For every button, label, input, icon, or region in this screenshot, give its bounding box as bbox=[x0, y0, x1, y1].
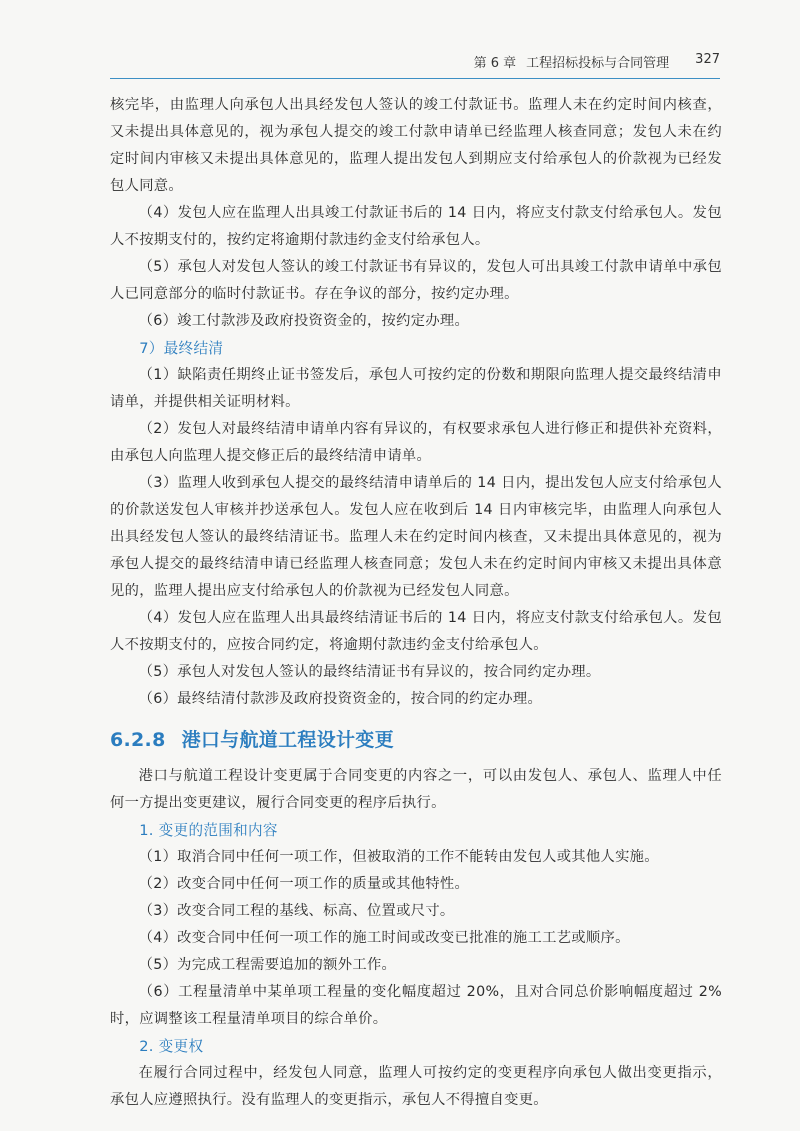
section-title: 港口与航道工程设计变更 bbox=[181, 729, 394, 751]
paragraph: （3）改变合同工程的基线、标高、位置或尺寸。 bbox=[138, 903, 455, 919]
running-header bbox=[110, 52, 720, 79]
paragraph: （6）最终结清付款涉及政府投资资金的，按合同的约定办理。 bbox=[138, 691, 543, 707]
paragraph: （5）为完成工程需要追加的额外工作。 bbox=[138, 957, 397, 973]
body-text bbox=[110, 92, 722, 1114]
paragraph: （6）竣工付款涉及政府投资资金的，按约定办理。 bbox=[138, 313, 470, 329]
paragraph: （1）取消合同中任何一项工作，但被取消的工作不能转由发包人或其他人实施。 bbox=[138, 849, 659, 865]
chapter-title: 工程招标投标与合同管理 bbox=[526, 56, 670, 71]
paragraph: 在履行合同过程中，经发包人同意，监理人可按约定的变更程序向承包人做出变更指示，承包人应遵照执行。没有监理人的变更指示，承包人不得擅自变更。 bbox=[110, 1065, 722, 1108]
paragraph: （4）发包人应在监理人出具竣工付款证书后的 14 日内，将应支付款支付给承包人。发包人不按期支付的，按约定将逾期付款违约金支付给承包人。 bbox=[110, 205, 722, 248]
paragraph: （2）发包人对最终结清申请单内容有异议的，有权要求承包人进行修正和提供补充资料，由承包人向监理人提交修正后的最终结清申请单。 bbox=[110, 421, 722, 464]
paragraph: （1）缺陷责任期终止证书签发后，承包人可按约定的份数和期限向监理人提交最终结清申请单，并提供相关证明材料。 bbox=[110, 367, 722, 410]
paragraph: （5）承包人对发包人签认的最终结清证书有异议的，按合同约定办理。 bbox=[138, 664, 601, 680]
subheading: 7）最终结清 bbox=[139, 340, 224, 357]
chapter-label: 第 6 章 bbox=[473, 56, 517, 71]
paragraph: （6）工程量清单中某单项工程量的变化幅度超过 20%，且对合同总价影响幅度超过 2% 时，应调整该工程量清单项目的综合单价。 bbox=[110, 984, 722, 1027]
paragraph: （5）承包人对发包人签认的竣工付款证书有异议的，发包人可出具竣工付款申请单中承包人已同意部分的临时付款证书。存在争议的部分，按约定办理。 bbox=[110, 259, 722, 302]
paragraph: 核完毕，由监理人向承包人出具经发包人签认的竣工付款证书。监理人未在约定时间内核查，又未提出具体意见的，视为承包人提交的竣工付款申请单已经监理人核查同意；发包人未在约定时间内审核又未提出具体意见的，监理人提出发包人到期应支付给承包人的价款视为已经发包人同意。 bbox=[110, 97, 722, 194]
section-heading bbox=[110, 725, 722, 755]
subheading: 2. 变更权 bbox=[139, 1038, 204, 1055]
paragraph: （4）发包人应在监理人出具最终结清证书后的 14 日内，将应支付款支付给承包人。发包人不按期支付的，应按合同约定，将逾期付款违约金支付给承包人。 bbox=[110, 610, 722, 653]
section-number: 6.2.8 bbox=[110, 729, 166, 751]
paragraph: （2）改变合同中任何一项工作的质量或其他特性。 bbox=[138, 876, 470, 892]
subheading: 1. 变更的范围和内容 bbox=[139, 822, 278, 839]
paragraph: （3）监理人收到承包人提交的最终结清申请单后的 14 日内，提出发包人应支付给承包人的价款送发包人审核并抄送承包人。发包人应在收到后 14 日内审核完毕，由监理人向承包人出具经发包人签认的最终结清证书。监理人未在约定时间内核查，又未提出具体意见的，视为承包人提交的最终结清申请已经监理人核查同意；发包人未在约定时间内审核又未提出具体意见的，监理人提出应支付给承包人的价款视为已经发包人同意。 bbox=[110, 475, 722, 599]
page-number: 327 bbox=[695, 52, 720, 67]
paragraph: 港口与航道工程设计变更属于合同变更的内容之一，可以由发包人、承包人、监理人中任何一方提出变更建议，履行合同变更的程序后执行。 bbox=[110, 768, 722, 811]
paragraph: （4）改变合同中任何一项工作的施工时间或改变已批准的施工工艺或顺序。 bbox=[138, 930, 630, 946]
